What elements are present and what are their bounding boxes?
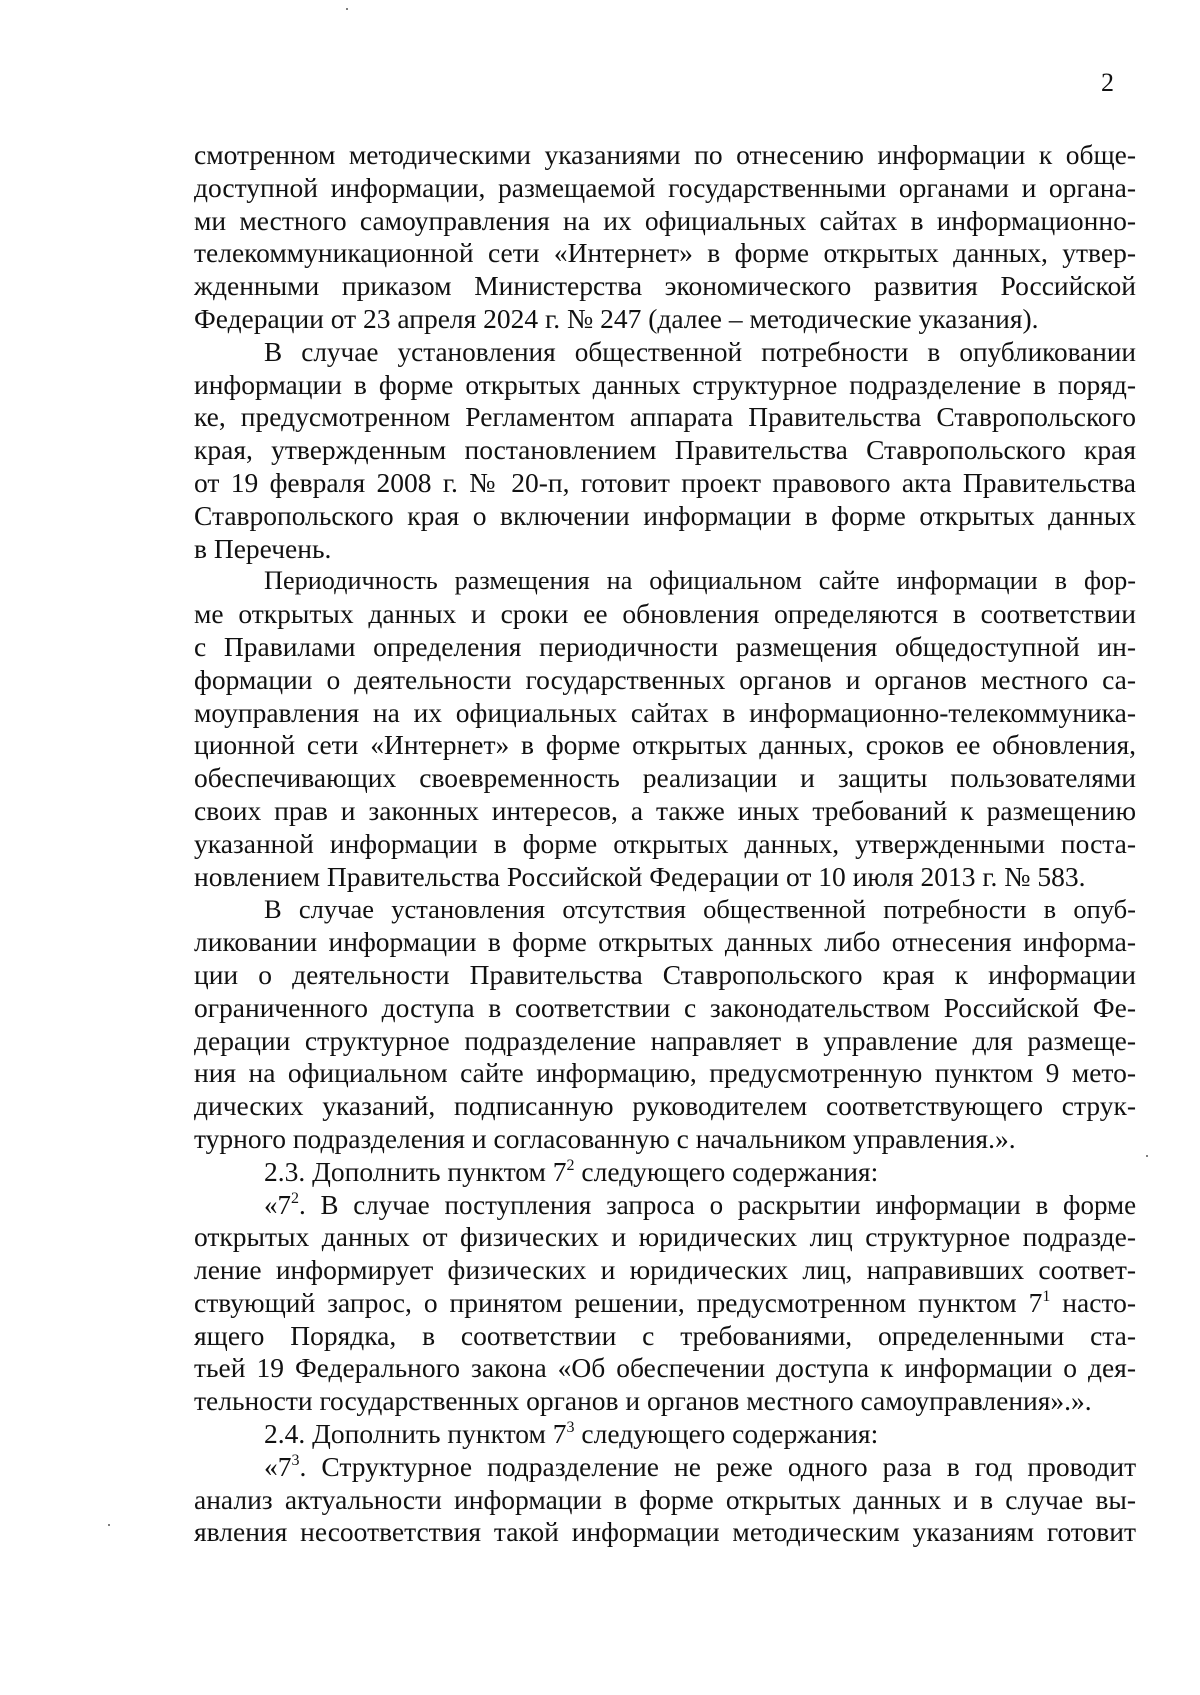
paragraph	[194, 1156, 1136, 1189]
text-line: В случае установления общественной потребности в опубликовании	[264, 336, 1136, 367]
paragraph	[194, 1418, 1136, 1451]
text-line: ния на официальном сайте информацию, предусмотренную пунктом 9 мето-	[194, 1057, 1136, 1089]
text-line: своих прав и законных интересов, а также иных требований к размещению	[194, 794, 1136, 826]
text-line: тьей 19 Федерального закона «Об обеспечении доступа к информации о дея-	[194, 1352, 1136, 1384]
text-line: телекоммуникационной сети «Интернет» в форме открытых данных, утвер-	[194, 237, 1136, 269]
paragraph	[194, 139, 1136, 336]
text-line: ции о деятельности Правительства Ставропольского края к информации	[194, 958, 1136, 990]
text-line: явления несоответствия такой информации методическим указаниям готовит	[194, 1516, 1136, 1548]
paragraph	[194, 565, 1136, 893]
text-line: 2.3. Дополнить пунктом $7^2$ следующего содержания:	[264, 1155, 879, 1187]
text-line: 2.4. Дополнить пунктом $7^3$ следующего содержания:	[264, 1418, 879, 1450]
text-line: новлением Правительства Российской Федерации от 10 июля 2013 г. № 583.	[194, 860, 1086, 892]
text-line: В случае установления отсутствия общественной потребности в опуб-	[264, 894, 1136, 925]
text-line: Федерации от 23 апреля 2024 г. № 247 (далее – методические указания).	[194, 302, 1039, 334]
scan-speck	[108, 1524, 110, 1526]
text-line: ящего Порядка, в соответствии с требованиями, определенными ста-	[194, 1319, 1136, 1351]
text-line: края, утвержденным постановлением Правительства Ставропольского края	[194, 434, 1136, 466]
text-line: дических указаний, подписанную руководителем соответствующего струк-	[194, 1090, 1136, 1122]
text-line: «$7^3$. Структурное подразделение не реже одного раза в год проводит	[264, 1450, 1137, 1482]
text-line: формации о деятельности государственных органов и органов местного са-	[194, 663, 1136, 695]
text-line: ограниченного доступа в соответствии с законодательством Российской Фе-	[194, 991, 1136, 1023]
text-line: турного подразделения и согласованную с начальником управления.».	[194, 1122, 1016, 1154]
text-line: дерации структурное подразделение направляет в управление для размеще-	[194, 1024, 1136, 1056]
text-line: анализ актуальности информации в форме открытых данных и в случае вы-	[194, 1483, 1136, 1515]
text-line: Периодичность размещения на официальном сайте информации в фор-	[264, 566, 1136, 596]
paragraph	[194, 893, 1136, 1155]
text-line: доступной информации, размещаемой государственными органами и органа-	[194, 171, 1136, 203]
document-body	[194, 139, 1136, 1549]
text-line: ме открытых данных и сроки ее обновления определяются в соответствии	[194, 598, 1136, 630]
paragraph	[194, 336, 1136, 566]
text-line: «$7^2$. В случае поступления запроса о раскрытии информации в форме	[264, 1189, 1137, 1220]
text-line: указанной информации в форме открытых данных, утвержденными поста-	[194, 827, 1136, 859]
text-line: жденными приказом Министерства экономического развития Российской	[194, 270, 1136, 302]
text-line: с Правилами определения периодичности размещения общедоступной ин-	[194, 630, 1136, 662]
text-line: тельности государственных органов и органов местного самоуправления».».	[194, 1385, 1092, 1417]
text-line: ми местного самоуправления на их официальных сайтах в информационно-	[194, 204, 1136, 236]
text-line: ке, предусмотренном Регламентом аппарата Правительства Ставропольского	[194, 401, 1136, 433]
text-line: ционной сети «Интернет» в форме открытых данных, сроков ее обновления,	[194, 729, 1136, 761]
text-line: смотренном методическими указаниями по отнесению информации к обще-	[194, 139, 1136, 170]
paragraph	[194, 1451, 1136, 1549]
text-line: ление информирует физических и юридических лиц, направивших соответ-	[194, 1254, 1136, 1286]
text-line: моуправления на их официальных сайтах в информационно-телекоммуника-	[194, 696, 1136, 728]
text-line: открытых данных от физических и юридических лиц структурное подразде-	[194, 1221, 1136, 1253]
scan-speck	[346, 8, 348, 10]
text-line: обеспечивающих своевременность реализации и защиты пользователями	[194, 762, 1136, 794]
text-line: ствующий запрос, о принятом решении, предусмотренном пунктом $7^1$ насто-	[194, 1286, 1137, 1318]
page-number: 2	[1101, 68, 1114, 97]
text-line: в Перечень.	[194, 532, 332, 564]
text-line: Ставропольского края о включении информации в форме открытых данных	[194, 499, 1136, 531]
scan-speck	[1146, 1155, 1148, 1157]
text-line: информации в форме открытых данных структурное подразделение в поряд-	[194, 368, 1136, 400]
text-line: ликовании информации в форме открытых данных либо отнесения информа-	[194, 926, 1136, 958]
paragraph	[194, 1189, 1136, 1419]
text-line: от 19 февраля 2008 г. № 20-п, готовит проект правового акта Правительства	[194, 466, 1136, 498]
